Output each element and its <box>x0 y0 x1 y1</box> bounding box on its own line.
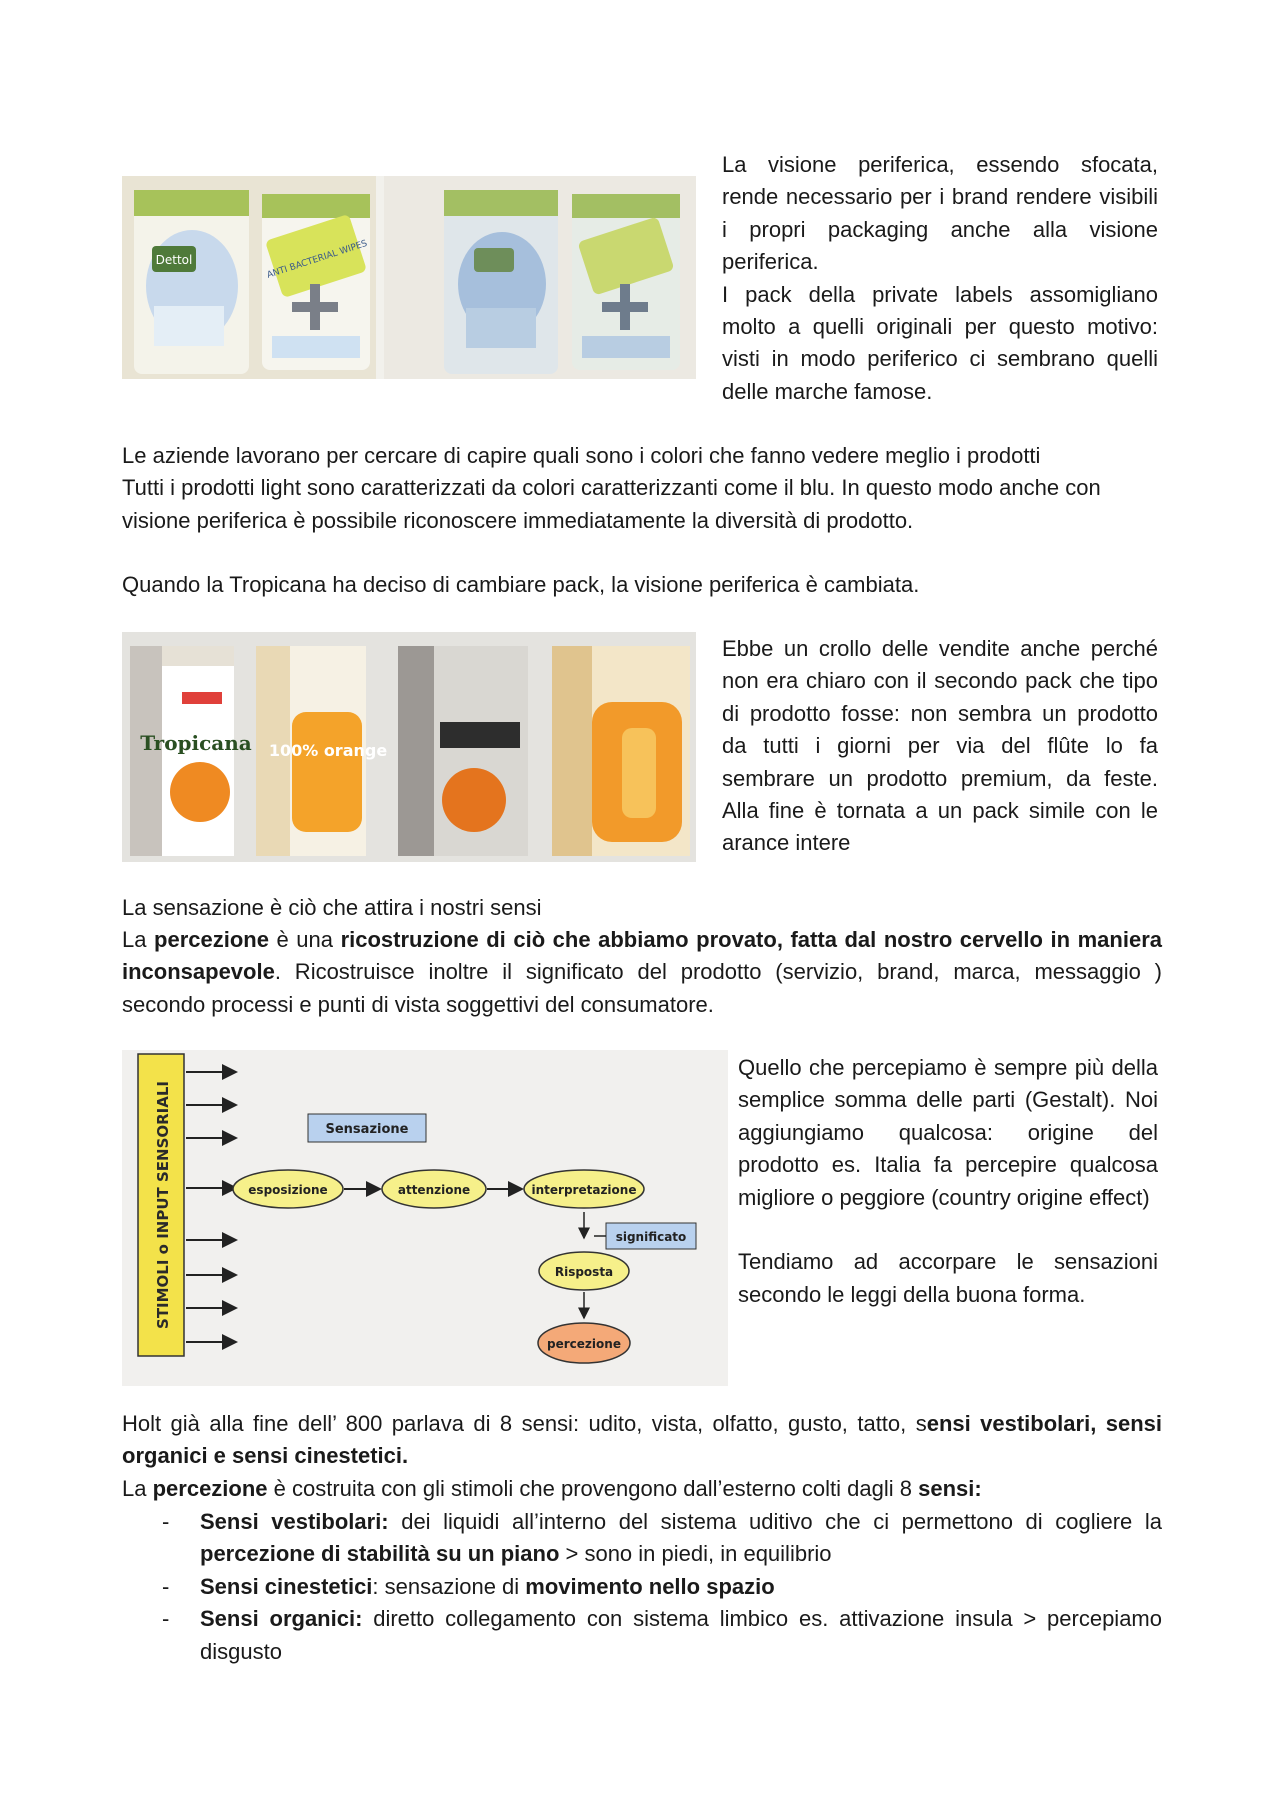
peripheral-vision-paragraph: La visione periferica, essendo sfocata, rende necessario per i brand rendere visibili i propri packaging anche alla visione periferica. <box>722 152 1158 275</box>
good-form-paragraph: Tendiamo ad accorpare le sensazioni secondo le leggi della buona forma. <box>738 1249 1158 1307</box>
senses-intro <box>122 1473 1162 1505</box>
peripheral-vision-text <box>722 149 1158 408</box>
list-item-title: Sensi vestibolari: <box>200 1509 389 1534</box>
colors-line-2: Tutti i prodotti light sono caratterizzati da colori caratterizzanti come il blu. In questo modo anche con visione periferica è possibile riconoscere immediatamente la diversità di prodotto. <box>122 475 1101 533</box>
pack-label-dettol: Dettol <box>155 253 193 267</box>
tropicana-packaging-image <box>122 632 696 862</box>
gestalt-text <box>738 1052 1158 1311</box>
perception-paragraph <box>122 924 1162 1021</box>
pack-label-wipes: ANTI BACTERIAL WIPES <box>265 238 369 281</box>
list-item <box>122 1506 1162 1571</box>
stimuli-label: STIMOLI o INPUT SENSORIALI <box>154 1081 172 1329</box>
holt-paragraph <box>122 1408 1162 1473</box>
carton-label-100-orange: 100% orange <box>268 741 388 760</box>
carton-label-tropicana: Tropicana <box>140 731 252 755</box>
list-item-title: Sensi organici: <box>200 1606 363 1632</box>
perception-term: percezione <box>154 927 269 952</box>
sales-drop-text: Ebbe un crollo delle vendite anche perché non era chiaro con il secondo pack che tipo di prodotto fosse: non sembra un prodotto da tutti i giorni per via del flûte lo fa sembrare un prodotto premium, da feste. Alla fine è tornata a un pack simile con le arance intere <box>722 636 1158 856</box>
esposizione-label: esposizione <box>248 1183 328 1197</box>
perception-intro: La <box>122 927 155 952</box>
perception-process-diagram <box>122 1050 728 1386</box>
list-item-text-2: > sono in piedi, in equilibrio <box>559 1541 832 1567</box>
senses-intro-bold-2: sensi: <box>918 1476 982 1501</box>
percezione-label: percezione <box>547 1337 621 1351</box>
list-item <box>122 1571 1162 1603</box>
list-item-title: Sensi cinestetici <box>200 1573 373 1599</box>
list-item-emphasis: percezione di stabilità su un piano <box>200 1541 560 1567</box>
sensazione-label: Sensazione <box>325 1122 409 1137</box>
private-labels-paragraph: I pack della private labels assomigliano molto a quelli originali per questo motivo: visti in modo periferico ci sembrano quelli delle marche famose. <box>722 281 1158 404</box>
holt-bold: ensi vestibolari, sensi organici e sensi cinestetici. <box>122 1411 1162 1469</box>
tropicana-paragraph: Quando la Tropicana ha deciso di cambiare pack, la visione periferica è cambiata. <box>122 572 920 597</box>
senses-intro-bold: percezione <box>152 1476 268 1501</box>
colors-line-1: Le aziende lavorano per cercare di capire quali sono i colori che fanno vedere meglio i prodotti <box>122 443 1041 468</box>
perception-definition: ricostruzione di ciò che abbiamo provato, fatta dal nostro cervello in maniera inconsapevole <box>122 927 1162 985</box>
interpretazione-label: interpretazione <box>531 1183 637 1197</box>
risposta-label: Risposta <box>554 1265 614 1279</box>
senses-intro-c: è costruita con gli stimoli che provengono dall’esterno colti dagli 8 <box>267 1476 919 1501</box>
significato-label: significato <box>615 1230 687 1244</box>
senses-list <box>122 1506 1162 1668</box>
list-item <box>122 1603 1162 1668</box>
list-item-text: dei liquidi all’interno del sistema uditivo che ci permettono di cogliere la <box>388 1509 1162 1534</box>
perception-process-svg <box>122 1050 728 1386</box>
attenzione-label: attenzione <box>397 1183 471 1197</box>
perception-rest: . Ricostruisce inoltre il significato del prodotto (servizio, brand, marca, messaggio ) secondo processi e punti di vista soggettivi del consumatore. <box>122 959 1162 1017</box>
gestalt-paragraph: Quello che percepiamo è sempre più della semplice somma delle parti (Gestalt). Noi aggiungiamo qualcosa: origine del prodotto es. Italia fa percepire qualcosa migliore o peggiore (country origine effect) <box>738 1055 1158 1210</box>
wipes-packaging-image <box>122 176 696 379</box>
list-item-emphasis: movimento nello spazio <box>525 1573 775 1599</box>
list-item-text: diretto collegamento con sistema limbico es. attivazione insula > percepiamo disgusto <box>200 1606 1162 1664</box>
list-item-text: : sensazione di <box>372 1573 526 1599</box>
perception-mid: è una <box>268 927 341 952</box>
senses-intro-a: La <box>122 1476 153 1501</box>
tropicana-packaging-photo-icon <box>122 632 696 862</box>
colors-paragraph <box>122 440 1162 537</box>
sensation-line: La sensazione è ciò che attira i nostri sensi <box>122 895 542 920</box>
wipes-packaging-photo-icon <box>122 176 696 379</box>
holt-text: Holt già alla fine dell’ 800 parlava di 8 sensi: udito, vista, olfatto, gusto, tatto, s <box>122 1411 927 1436</box>
